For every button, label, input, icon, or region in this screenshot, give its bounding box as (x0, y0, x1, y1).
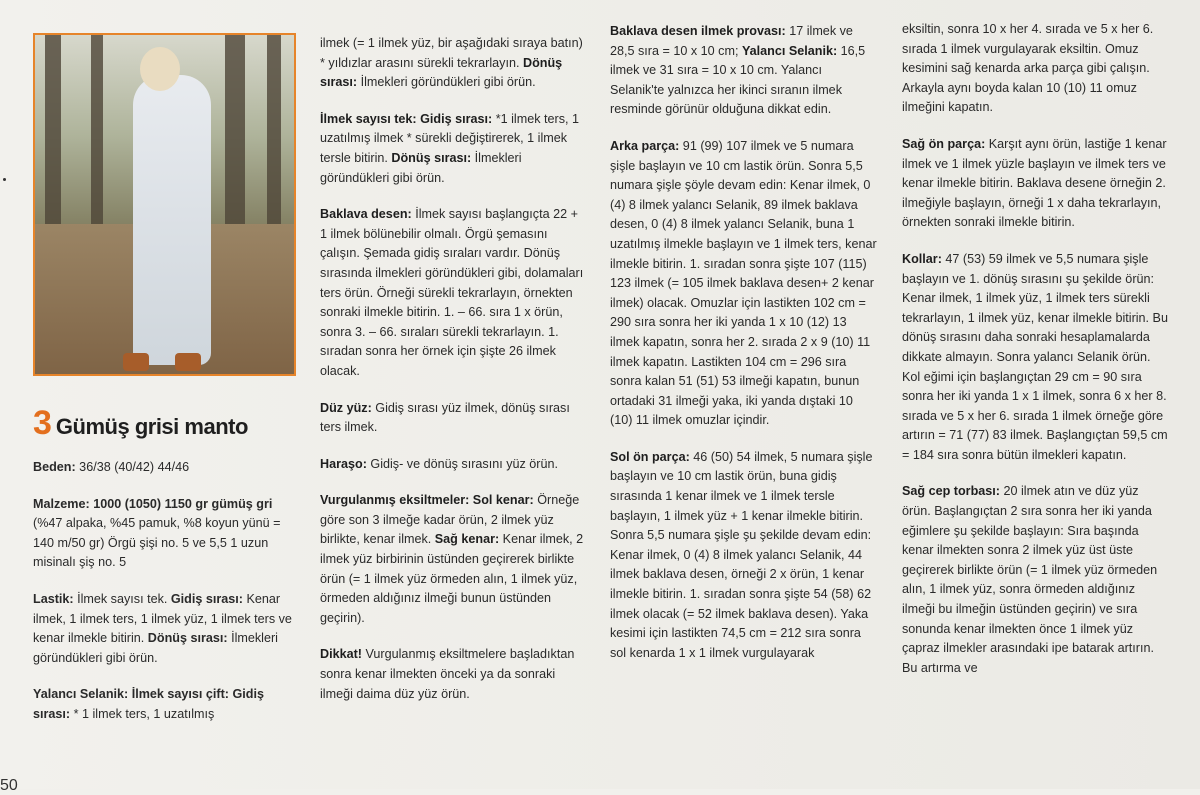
edge-mark (3, 178, 6, 181)
recipe-heading (33, 404, 248, 443)
paragraph-heading: Arka parça: (610, 138, 680, 153)
paragraph-heading: Vurgulanmış eksiltmeler: Sol kenar: (320, 493, 534, 508)
column-3-text (610, 22, 878, 680)
paragraph (902, 482, 1170, 678)
paragraph-text: Gidiş- ve dönüş sırasını yüz örün. (366, 456, 558, 471)
paragraph-text: Vurgulanmış eksiltmelere başladıktan sonra kenar ilmekten önceki ya da sonraki ilmeği daima düz yüz örün. (320, 647, 575, 701)
paragraph-heading: Sol ön parça: (610, 449, 690, 464)
recipe-title: Gümüş grisi manto (55, 414, 248, 439)
paragraph-text: Kenar ilmek, 1 ilmek ters, 1 ilmek yüz, 1 ilmek ters ve kenar ilmekle bitirin. (33, 591, 292, 646)
grey-coat (133, 75, 211, 365)
paragraph-text: 16,5 ilmek ve 31 sıra = 10 x 10 cm. Yalancı Selanik'te yalnızca her ikinci sıranın ilmek resminde görünür olduğuna dikkat edin. (610, 43, 866, 117)
paragraph-heading: Dönüş sırası: (391, 150, 472, 165)
paragraph-heading: Düz yüz: (320, 400, 372, 415)
paragraph-text: 17 ilmek ve 28,5 sıra = 10 x 10 cm; (610, 24, 853, 58)
paragraph (320, 34, 585, 93)
column-4-text (902, 20, 1170, 695)
paragraph (610, 22, 878, 120)
paragraph (902, 20, 1170, 118)
paragraph-text: Karşıt aynı örün, lastiğe 1 kenar ilmek ve 1 ilmek yüzle başlayın ve ilmek ters ve kenar ilmekle bitirin. Baklava desene örneğin 2. ilmeğiyle başlayın, örneği 1 x daha tekrarlayın, örnekten sonraki ilmekle bitirin. (902, 136, 1167, 230)
column-1-text (33, 458, 295, 742)
paragraph-heading: Lastik: (33, 591, 74, 606)
paragraph-text: Gidiş sırası yüz ilmek, dönüş sırası ters ilmek. (320, 400, 570, 435)
paragraph-heading: Yalancı Selanik: İlmek sayısı çift: Gidiş sırası: (33, 687, 264, 721)
paragraph (33, 495, 295, 573)
paragraph-text: (%47 alpaka, %45 pamuk, %8 koyun yünü = 140 m/50 gr) Örgü şişi no. 5 ve 5,5 1 uzun misinalı şiş no. 5 (33, 516, 281, 570)
paragraph-heading: Haraşo: (320, 456, 367, 471)
paragraph-text: ilmek (= 1 ilmek yüz, bir aşağıdaki sıraya batın) * yıldızlar arasını sürekli tekrarlayın. (320, 36, 583, 70)
paragraph-heading: Dönüş sırası: (320, 55, 563, 90)
paragraph-text: Kenar ilmek, 2 ilmek yüz birbirinin üstünden geçirerek birlikte örün (= 1 ilmek yüz örmeden alın, 1 ilmek yüz, örmeden aldığınız ilmeği bunun üstünden geçirin). (320, 532, 584, 625)
paragraph-text: 91 (99) 107 ilmek ve 5 numara şişle başlayın ve 10 cm lastik örün. Sonra 5,5 numara şişle şöyle devam edin: Kenar ilmek, 0 (4) 8 ilmek yalancı Selanik, 89 ilmek baklava desen, 0 (4) 8 ilmek yalancı Selanik, buna 1 uzatılmış ilmekle başlayın ve 1 ilmek ters, kenar ilmekle bitirin. 1. sıradan sonra şişte 107 (115) 123 ilmek (= 105 ilmek baklava desen+ 2 kenar ilmek) olacak. Omuzlar için lastikten 102 cm = 290 sıra sonra her iki yanda 1 x 10 (12) 13 ilmek kapatın, sonra her 2. sırada 2 x 9 (10) 11 ilmek kapatın. Lastikten 104 cm = 296 sıra sonra kalan 51 (51) 53 ilmeği kapatın, bunun ortadaki 31 ilmeği yaka, iki yanda dıştaki 10 (10) 11 ilmek omuzlar içindir. (610, 138, 877, 428)
paragraph-heading: Sağ ön parça: (902, 136, 986, 151)
paragraph-text: 20 ilmek atın ve düz yüz örün. Başlangıçtan 2 sıra sonra her iki yanda eğimlere şu şekilde başlayın: Sıra başında kenar ilmekten sonra 2 ilmek yüz üst üste geçirerek birlikte örün (= 1 ilmek yüz örmeden alın, 1 ilmek yüz, sonra örmeden aldığınız ilmeği bu ilmeğin üstünden geçirin) ve sıra sonunda kenar ilmekten önce 1 ilmek yüz çapraz ilmekler arasındaki ipe batarak artırın. Bu artırma ve (902, 484, 1158, 675)
paragraph-heading: Gidiş sırası: (170, 591, 243, 606)
paragraph (902, 250, 1170, 466)
paragraph (320, 455, 585, 475)
paragraph (33, 458, 295, 478)
paragraph (610, 448, 878, 664)
paragraph (320, 110, 585, 188)
paragraph (320, 399, 585, 438)
paragraph-text: İlmekleri göründükleri gibi örün. (357, 75, 536, 90)
paragraph-text: Örneğe göre son 3 ilmeğe kadar örün, 2 ilmek yüz birlikte, kenar ilmek. (320, 493, 580, 547)
paragraph-text: İlmek sayısı başlangıçta 22 + 1 ilmek bölünebilir olmalı. Örgü şemasını çalışın. Şemada gidiş sıraları vardır. Dönüş sırasında ilmekleri göründükleri gibi, dolamaları ters örün. Örneği sürekli tekrarlayın, örnekten sonraki ilmekle bitirin. 1. – 66. sıra 1 x örün, sonra 3. – 66. sıraları sürekli tekrarlayın. 1. sıradan sonra her örnek için şişte 26 ilmek olacak. (320, 207, 584, 378)
boot (175, 353, 201, 371)
paragraph-text: *1 ilmek ters, 1 uzatılmış ilmek * sürekli değiştirerek, 1 ilmek tersle bitirin. (320, 111, 580, 165)
paragraph (320, 645, 585, 704)
paragraph-text: İlmekleri göründükleri gibi örün. (320, 150, 522, 185)
model-photo (33, 33, 296, 376)
paragraph-text: * 1 ilmek ters, 1 uzatılmış (70, 706, 215, 721)
paragraph-heading: Beden: (33, 460, 76, 474)
paragraph-text: eksiltin, sonra 10 x her 4. sırada ve 5 x her 6. sırada 1 ilmek vurgulayarak eksiltin. Omuz kesimini sağ kenarda arka parça gibi çalışın. Arkayla aynı boyda kalan 10 (10) 11 omuz ilmeğini kapatın. (902, 22, 1154, 115)
paragraph-heading: Yalancı Selanik: (741, 43, 838, 58)
paragraph-heading: Baklava desen: (320, 207, 412, 222)
paragraph (33, 685, 295, 724)
paragraph (320, 491, 585, 628)
paragraph-heading: Sağ kenar: (434, 532, 500, 547)
paragraph-heading: Dönüş sırası: (147, 631, 228, 646)
paragraph (902, 135, 1170, 233)
page-number: 50 (0, 777, 18, 794)
paragraph (610, 137, 878, 431)
paragraph-heading: Sağ cep torbası: (902, 484, 1000, 499)
paragraph-text: 46 (50) 54 ilmek, 5 numara şişle başlayın ve 10 cm lastik örün, buna gidiş sırasında 1 kenar ilmek ve 1 ilmek tersle başlayın, 1 ilmek yüz + 1 kenar ilmekle bitirin. Sonra 5,5 numara şişle şu şekilde devam edin: Kenar ilmek, 0 (4) 8 ilmek yalancı Selanik, 44 ilmek baklava desen, örneği 2 x örün, 1 kenar ilmekle bitirin. 1. sıradan sonra şişte 54 (58) 62 ilmek olacak (= 52 ilmek baklava desen). Yaka kesimi için lastikten 74,5 cm = 212 sıra sonra sol kenarda 1 x 1 ilmek vurgulayarak (610, 449, 873, 660)
paragraph (33, 590, 295, 668)
paragraph-text: 47 (53) 59 ilmek ve 5,5 numara şişle başlayın ve 1. dönüş sırasını şu şekilde örün: Kenar ilmek, 1 ilmek yüz, 1 ilmek ters sürekli tekrarlayın, 1 ilmek yüz, kenar ilmekle bitirin. Bu dönüş sırasını daha sonraki hesaplamalarda dikkate almayın. Sonra yalancı Selanik örün. Kol eğimi için başlangıçtan 29 cm = 90 sıra sonra her iki yanda 1 x 1 ilmek, sonra 6 x her 8. sırada ve 5 x her 6. sırada 1 ilmek örneğe göre artırın = 71 (77) 83 ilmek. Başlangıçtan 59,5 cm = 184 sıra sonra bütün ilmekleri kapatın. (902, 251, 1168, 462)
paragraph (320, 205, 585, 381)
boot (123, 353, 149, 371)
paragraph-text: İlmekleri göründükleri gibi örün. (33, 631, 278, 665)
model-head (140, 47, 180, 91)
column-2-text (320, 34, 585, 721)
paragraph-text: İlmek sayısı tek. (73, 591, 171, 606)
paragraph-heading: Kollar: (902, 251, 942, 266)
paragraph-heading: Dikkat! (320, 647, 362, 662)
paragraph-text: 36/38 (40/42) 44/46 (75, 460, 190, 474)
recipe-number: 3 (33, 404, 52, 442)
paragraph-heading: Baklava desen ilmek provası: (610, 24, 786, 38)
paragraph-heading: İlmek sayısı tek: Gidiş sırası: (320, 111, 493, 126)
paragraph-heading: Malzeme: 1000 (1050) 1150 gr gümüş gri (33, 496, 273, 511)
